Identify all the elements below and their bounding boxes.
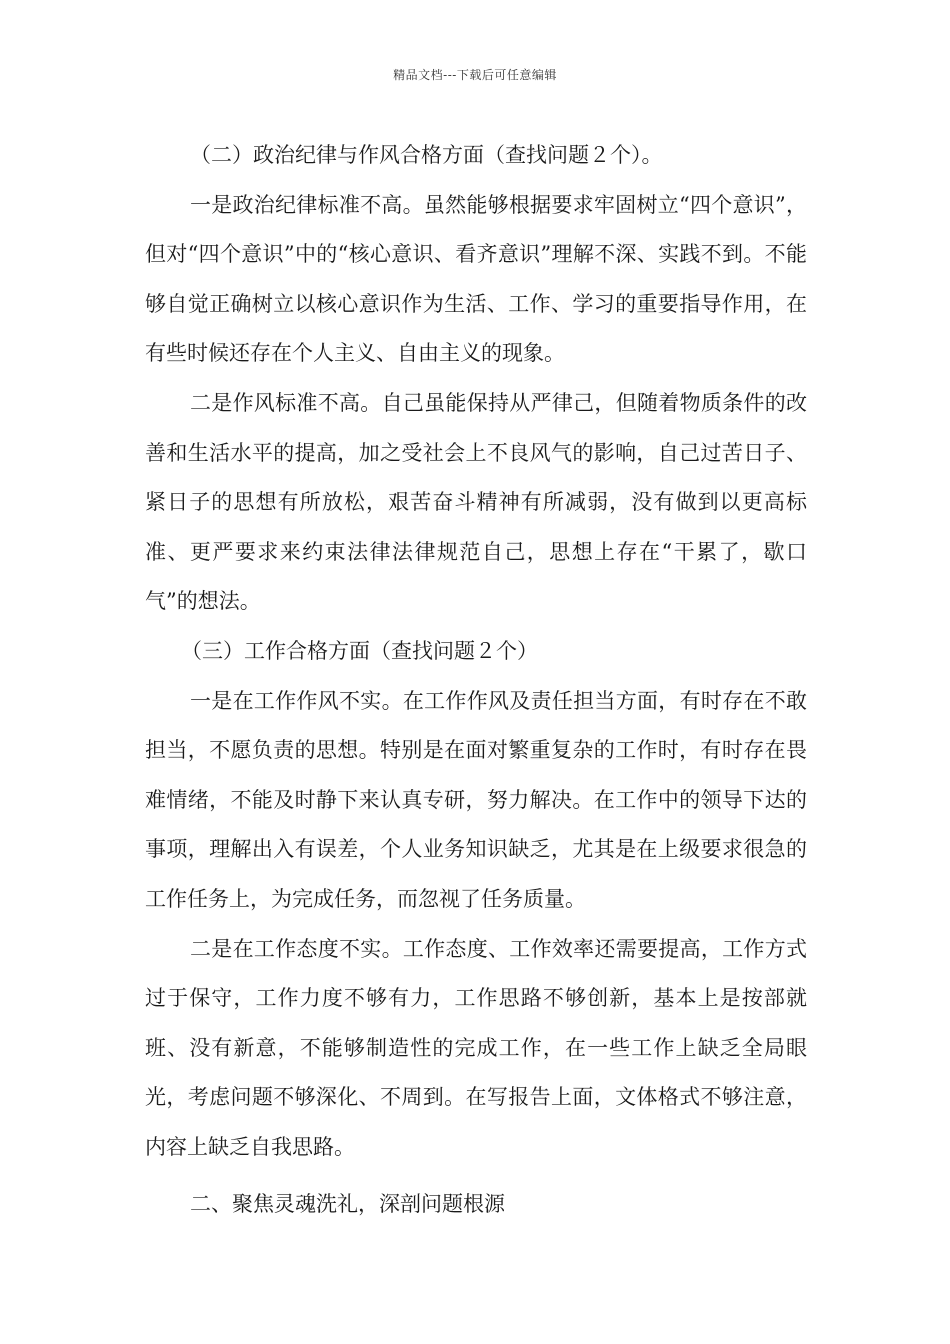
paragraph-work-style-standard: 二是作风标准不高。自己虽能保持从严律己，但随着物质条件的改善和生活水平的提高，加之受社会上不良风气的影响，自己过苦日子、紧日子的思想有所放松，艰苦奋斗精神有所减弱，没有做到以更高标准、更严要求来约束法律法律规范自己，思想上存在“干累了，歇口气”的想法。 [145, 390, 807, 614]
paragraph-political-standard: 一是政治纪律标准不高。虽然能够根据要求牢固树立“四个意识”，但对“四个意识”中的“核心意识、看齐意识”理解不深、实践不到。不能够自觉正确树立以核心意识作为生活、工作、学习的重要指导作用，在有些时候还存在个人主义、自由主义的现象。 [145, 192, 807, 366]
paragraph-work-style-issue: 一是在工作作风不实。在工作作风及责任担当方面，有时存在不敢担当，不愿负责的思想。特别是在面对繁重复杂的工作时，有时存在畏难情绪，不能及时静下来认真专研，努力解决。在工作中的领导下达的事项，理解出入有误差，个人业务知识缺乏，尤其是在上级要求很急的工作任务上，为完成任务，而忽视了任务质量。 [145, 688, 807, 911]
subheading-political-discipline: （二）政治纪律与作风合格方面（查找问题２个）。 [190, 143, 663, 167]
paragraph-work-attitude-issue: 二是在工作态度不实。工作态度、工作效率还需要提高，工作方式过于保守，工作力度不够有力，工作思路不够创新，基本上是按部就班、没有新意，不能够制造性的完成工作，在一些工作上缺乏全局眼光，考虑问题不够深化、不周到。在写报告上面，文体格式不够注意，内容上缺乏自我思路。 [145, 936, 807, 1159]
document-body [145, 131, 807, 1230]
subheading-work-qualification: （三）工作合格方面（查找问题２个） [181, 638, 538, 663]
page-header: 精品文档---下载后可任意编辑 [393, 68, 557, 82]
section-heading-root-causes: 二、聚焦灵魂洗礼，深剖问题根源 [190, 1192, 505, 1217]
